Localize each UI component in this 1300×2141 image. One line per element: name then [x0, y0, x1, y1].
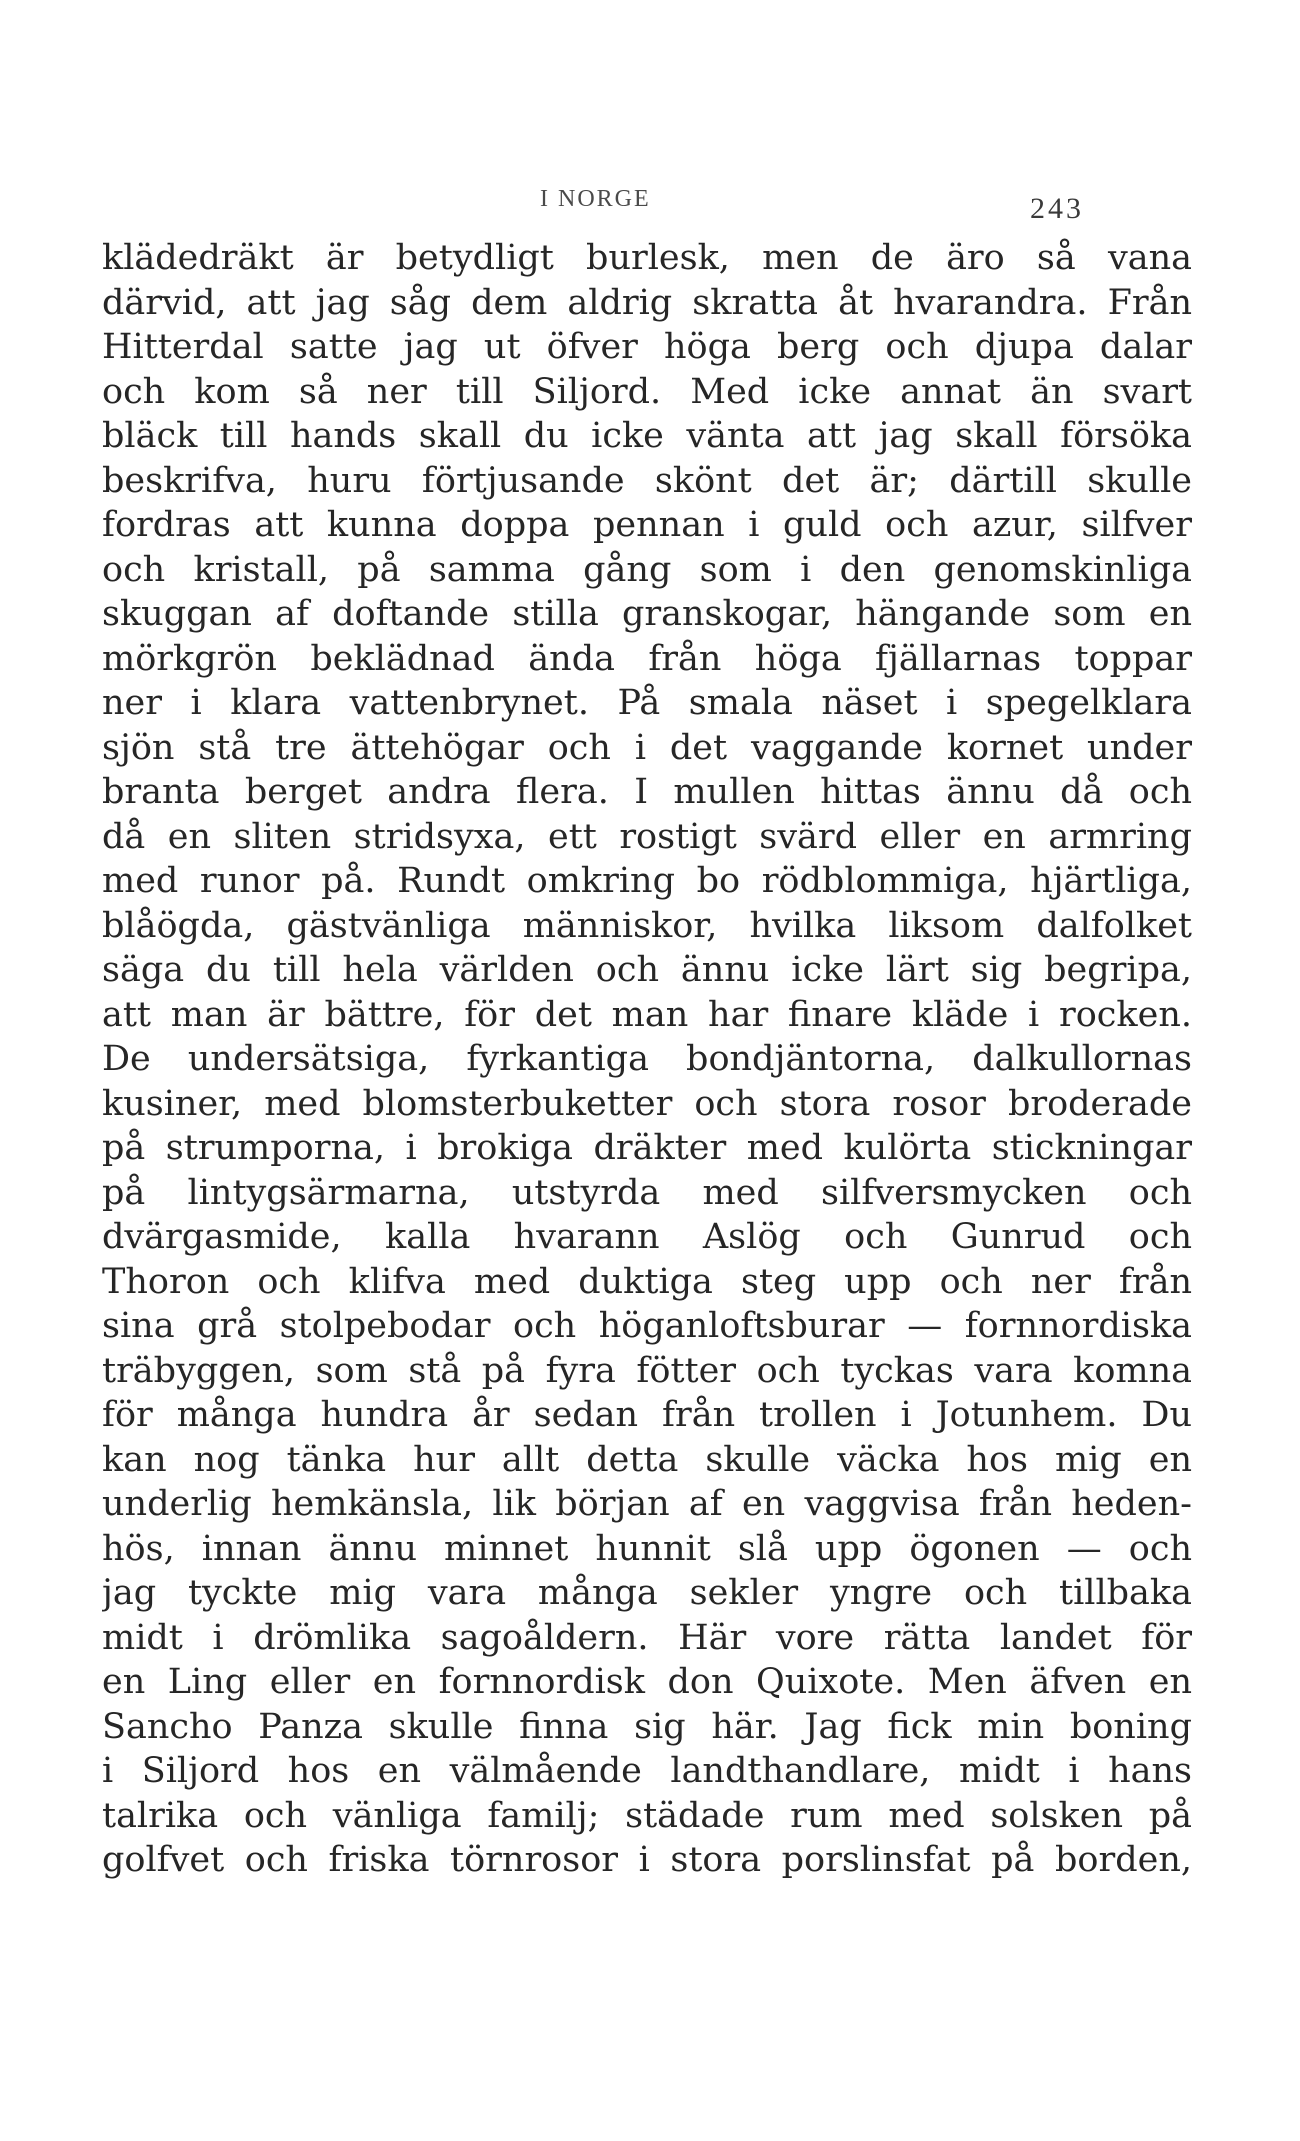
text-line: beskrifva, huru förtjusande skönt det är; därtill skulle: [102, 460, 1192, 501]
text-line: på lintygsärmarna, utstyrda med silfversmycken och: [102, 1172, 1192, 1213]
text-line: sjön stå tre ättehögar och i det vaggande kornet under: [102, 727, 1192, 768]
text-line: blåögda, gästvänliga människor, hvilka liksom dalfolket: [102, 905, 1192, 946]
text-line: och kristall, på samma gång som i den genomskinliga: [102, 549, 1192, 590]
text-line: branta berget andra flera. I mullen hittas ännu då och: [102, 772, 1192, 812]
text-line: kusiner, med blomsterbuketter och stora rosor broderade: [102, 1083, 1192, 1124]
text-line: mörkgrön beklädnad ända från höga fjällarnas toppar: [102, 638, 1192, 679]
text-line: hös, innan ännu minnet hunnit slå upp ögonen — och: [102, 1528, 1192, 1569]
text-line: därvid, att jag såg dem aldrig skratta åt hvarandra. Från: [102, 282, 1192, 323]
text-line: Thoron och klifva med duktiga steg upp och ner från: [102, 1261, 1192, 1302]
text-line: för många hundra år sedan från trollen i Jotunhem. Du: [102, 1395, 1192, 1435]
text-line: säga du till hela världen och ännu icke lärt sig begripa,: [102, 950, 1192, 990]
running-head: [0, 186, 1300, 225]
text-line: Hitterdal satte jag ut öfver höga berg och djupa dalar: [102, 327, 1192, 367]
text-line: golfvet och friska törnrosor i stora porslinsfat på borden,: [102, 1840, 1192, 1880]
text-line: bläck till hands skall du icke vänta att jag skall försöka: [102, 416, 1192, 456]
text-line: en Ling eller en fornnordisk don Quixote. Men äfven en: [102, 1662, 1192, 1702]
text-line: då en sliten stridsyxa, ett rostigt svärd eller en armring: [102, 816, 1192, 857]
text-line: träbyggen, som stå på fyra fötter och tyckas vara komna: [102, 1350, 1192, 1391]
text-line: och kom så ner till Siljord. Med icke annat än svart: [102, 371, 1192, 412]
text-line: talrika och vänliga familj; städade rum med solsken på: [102, 1795, 1192, 1836]
text-line: skuggan af doftande stilla granskogar, hängande som en: [102, 594, 1192, 634]
text-line: sina grå stolpebodar och höganloftsburar — fornnordiska: [102, 1306, 1192, 1346]
text-line: att man är bättre, för det man har finare kläde i rocken.: [102, 994, 1192, 1035]
text-line: fordras att kunna doppa pennan i guld och azur, silfver: [102, 505, 1192, 545]
page-number: 243: [1030, 192, 1084, 225]
text-line: underlig hemkänsla, lik början af en vaggvisa från heden-: [102, 1484, 1192, 1524]
body-text: [102, 236, 1192, 1883]
text-line: kan nog tänka hur allt detta skulle väcka hos mig en: [102, 1439, 1192, 1480]
text-line: i Siljord hos en välmående landthandlare, midt i hans: [102, 1751, 1192, 1791]
text-line: klädedräkt är betydligt burlesk, men de äro så vana: [102, 238, 1192, 278]
text-line: Sancho Panza skulle finna sig här. Jag fick min boning: [102, 1706, 1192, 1747]
text-line: De undersätsiga, fyrkantiga bondjäntorna, dalkullornas: [102, 1039, 1192, 1079]
text-line: dvärgasmide, kalla hvarann Aslög och Gunrud och: [102, 1217, 1192, 1257]
text-line: ner i klara vattenbrynet. På smala näset i spegelklara: [102, 683, 1192, 723]
text-line: jag tyckte mig vara många sekler yngre och tillbaka: [102, 1573, 1192, 1613]
text-line: midt i drömlika sagoåldern. Här vore rätta landet för: [102, 1617, 1192, 1658]
text-line: med runor på. Rundt omkring bo rödblommiga, hjärtliga,: [102, 861, 1192, 901]
running-title: I NORGE: [540, 186, 651, 212]
text-line: på strumporna, i brokiga dräkter med kulörta stickningar: [102, 1128, 1192, 1168]
